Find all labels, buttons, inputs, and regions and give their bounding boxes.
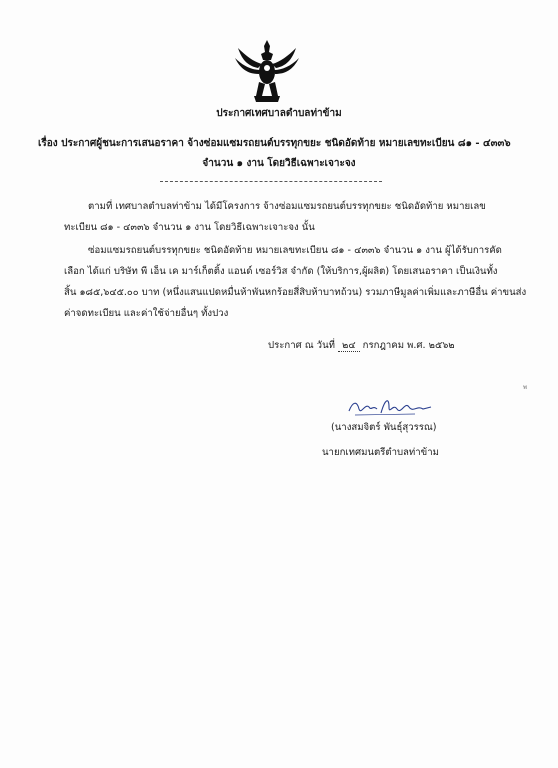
subject-continuation: จำนวน ๑ งาน โดยวิธีเฉพาะเจาะจง xyxy=(202,158,356,169)
paragraph-1-line-2: ทะเบียน ๘๑ - ๔๓๓๖ จำนวน ๑ งาน โดยวิธีเฉพาะเจาะจง นั้น xyxy=(64,222,315,233)
dashed-divider xyxy=(160,181,382,182)
garuda-emblem-icon xyxy=(232,38,302,104)
paragraph-1-line-1: ตามที่ เทศบาลตำบลท่าข้าม ได้มีโครงการ จ้างซ่อมแซมรถยนต์บรรทุกขยะ ชนิดอัดท้าย หมายเลข xyxy=(88,201,486,212)
signer-title: นายกเทศมนตรีตำบลท่าข้าม xyxy=(322,447,439,458)
signer-name: (นางสมจิตร์ พันธุ์สุวรรณ) xyxy=(331,422,437,433)
paragraph-2-line-4: ค่าจดทะเบียน และค่าใช้จ่ายอื่นๆ ทั้งปวง xyxy=(64,308,229,319)
subject-line: เรื่อง ประกาศผู้ชนะการเสนอราคา จ้างซ่อมแซมรถยนต์บรรทุกขยะ ชนิดอัดท้าย หมายเลขทะเบียน ๘๑ - ๔๓๓๖ xyxy=(38,138,511,149)
date-prefix: ประกาศ ณ วันที่ xyxy=(268,340,335,351)
announcement-date xyxy=(268,338,455,353)
date-month-year: กรกฎาคม พ.ศ. ๒๕๖๒ xyxy=(362,340,455,351)
organization-title: ประกาศเทศบาลตำบลท่าข้าม xyxy=(216,108,342,119)
margin-mark: พ xyxy=(523,384,527,391)
paragraph-2-line-1: ซ่อมแซมรถยนต์บรรทุกขยะ ชนิดอัดท้าย หมายเลขทะเบียน ๘๑ - ๔๓๓๖ จำนวน ๑ งาน ผู้ได้รับการคัด xyxy=(88,245,502,256)
paragraph-2-line-2: เลือก ได้แก่ บริษัท พี เอ็น เค มาร์เก็ตติ้ง แอนด์ เซอร์วิส จำกัด (ให้บริการ,ผู้ผลิต) โดยเสนอราคา เป็นเงินทั้ง xyxy=(64,266,498,277)
date-day: ๒๔ xyxy=(338,340,360,352)
handwritten-signature xyxy=(345,393,435,421)
paragraph-2-line-3: สิ้น ๑๘๕,๖๔๕.๐๐ บาท (หนึ่งแสนแปดหมื่นห้าพันหกร้อยสี่สิบห้าบาทถ้วน) รวมภาษีมูลค่าเพิ่มและภาษีอื่น ค่าขนส่ง xyxy=(64,287,527,298)
